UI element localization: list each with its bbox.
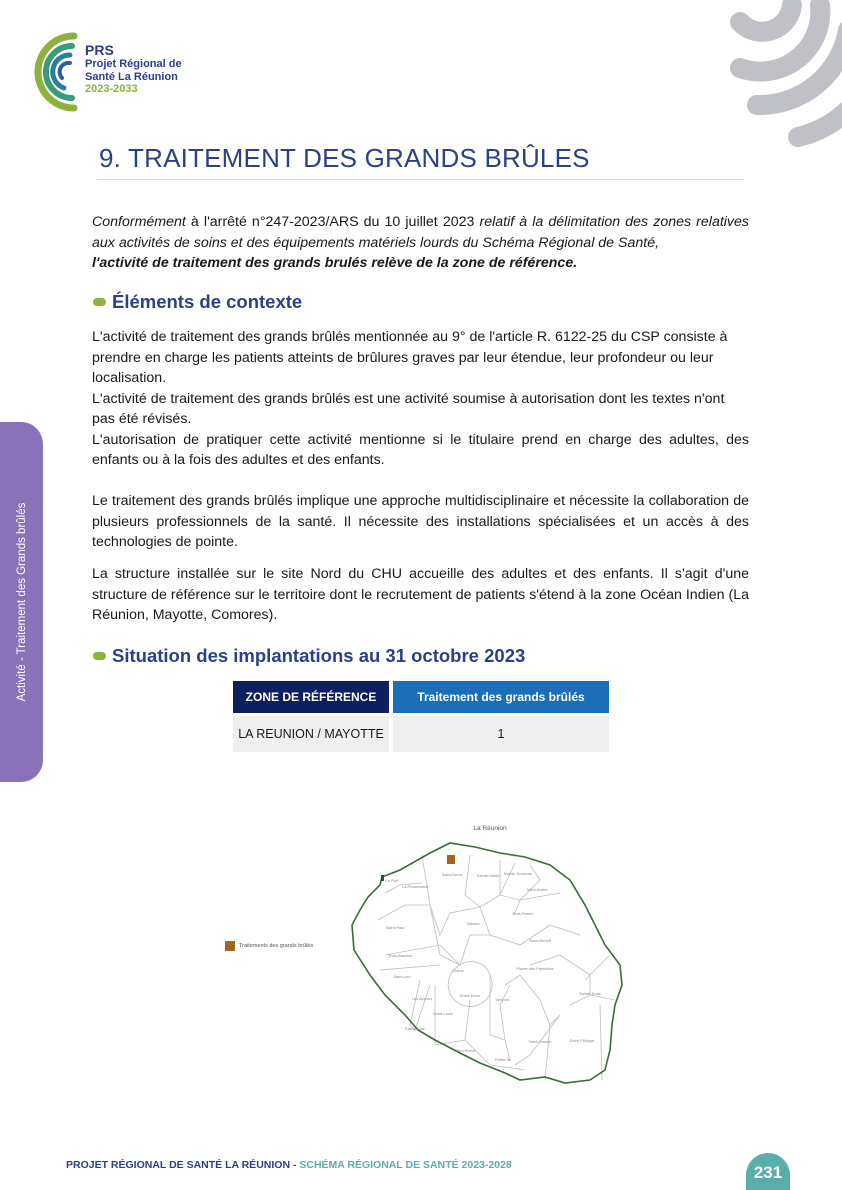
implantations-table: [229, 681, 613, 752]
page-title: 9. TRAITEMENT DES GRANDS BRÛLES: [99, 143, 590, 173]
legend-swatch-icon: [225, 941, 235, 951]
map-label: Cilaos: [452, 968, 464, 973]
map-label: Bras-Panon: [512, 911, 534, 916]
contexte-paragraph-5: La structure installée sur le site Nord du CHU accueille des adultes et des enfants. Il s'agit d'une structure de référence sur le territoire dont le recrutement de patients s'étend à la zone Océan Indien (La Réunion, Mayotte, Comores).: [92, 566, 749, 623]
map-label: Saint-Philippe: [569, 1038, 595, 1043]
bullet-icon: [93, 652, 106, 660]
prs-logo: [24, 30, 204, 112]
map-label: Saint-Paul: [385, 925, 405, 930]
map-label: Sainte-Rose: [578, 991, 602, 996]
contexte-paragraph-1: L'activité de traitement des grands brûlés mentionnée au 9° de l'article R. 6122-25 du CSP consiste à prendre en charge les patients atteints de brûlures graves par leur étendue, leur profondeur ou leur localisation.: [92, 329, 728, 386]
table-header-row: [233, 681, 609, 713]
section-heading-contexte: [93, 291, 302, 313]
map-legend: [225, 941, 313, 951]
site-marker-saint-denis: [447, 855, 455, 864]
intro-emphasis: l'activité de traitement des grands brulés relève de la zone de référence.: [92, 255, 578, 271]
map-label: Etang-Salé: [405, 1026, 425, 1031]
logo-years: 2023-2033: [85, 83, 138, 95]
map-label: Le Port: [385, 878, 399, 883]
section-heading-situation: [93, 645, 525, 667]
table-cell-count: 1: [393, 716, 609, 752]
logo-line-2: Santé La Réunion: [85, 70, 178, 83]
decorative-arcs-icon: [700, 0, 842, 160]
contexte-paragraph-3: L'autorisation de pratiquer cette activité mentionne si le titulaire prend en charge des adultes, des enfants ou à la fois des adultes et des enfants.: [92, 431, 749, 468]
legend-label: Traitements des grands brûlés: [239, 943, 314, 949]
map-label: Saint-Pierre: [454, 1048, 476, 1053]
section-heading-contexte-label: Éléments de contexte: [112, 291, 303, 312]
map-label: Saint-André: [526, 887, 548, 892]
map-label: Plaine des Palmistes: [516, 966, 554, 971]
intro-part-2: à l'arrêté n°247-2023/ARS du 10 juillet 2023: [185, 214, 480, 230]
prs-arcs-icon: [24, 30, 84, 112]
section-heading-situation-label: Situation des implantations au 31 octobre 2023: [112, 645, 526, 666]
contexte-paragraph-2: L'activité de traitement des grands brûlés est une activité soumise à autorisation dont les textes n'ont pas été révisés.: [92, 390, 725, 427]
map-label: La Possession: [401, 884, 429, 889]
map-label: Saint-Benoît: [528, 938, 552, 943]
map-label: Saint-Denis: [441, 872, 463, 877]
table-header-zone: ZONE DE RÉFÉRENCE: [233, 681, 389, 713]
footer-right: SCHÉMA RÉGIONAL DE SANTÉ 2023-2028: [299, 1159, 512, 1171]
map-label: Trois-Bassins: [387, 953, 413, 958]
map-label: Sainte-Suzanne: [503, 871, 533, 876]
table-cell-zone: LA REUNION / MAYOTTE: [233, 716, 389, 752]
table-header-activity: Traitement des grands brûlés: [393, 681, 609, 713]
map-label: Salazie: [466, 921, 480, 926]
map-label: Saint-Louis: [432, 1011, 454, 1016]
footer: [66, 1159, 512, 1171]
intro-paragraph: [92, 212, 749, 274]
map-label: Sainte-Marie: [476, 873, 500, 878]
le-port-marker: [381, 875, 384, 881]
table-row: [233, 716, 609, 752]
logo-acronym: PRS: [85, 42, 114, 58]
map-label: Tampon: [494, 997, 510, 1002]
map-label: Les Avirons: [411, 996, 433, 1001]
map-label: Saint-Leu: [393, 974, 411, 979]
logo-line-1: Projet Régional de: [85, 58, 182, 70]
map-label: Entre-Deux: [459, 993, 481, 998]
intro-part-1: Conformément: [92, 214, 186, 230]
bullet-icon: [93, 298, 106, 306]
contexte-paragraph-group: [92, 327, 749, 471]
page-number: 231: [746, 1153, 790, 1190]
map-label: Petite-Île: [495, 1057, 511, 1062]
map-label: Saint-Joseph: [528, 1039, 552, 1044]
title-divider: [97, 179, 744, 180]
contexte-paragraph-4: Le traitement des grands brûlés implique une approche multidisciplinaire et nécessite la collaboration de plusieurs professionnels de la santé. Il nécessite des installations spécialisées et un accès à des technologies de pointe.: [92, 493, 749, 550]
reunion-map-shape: [340, 825, 640, 1095]
intro-part-3: relatif à la délimitation des zones relatives aux activités de soins et des équipements matériels lourds du Schéma Régional de Santé,: [92, 214, 750, 251]
map-title: La Réunion: [473, 825, 507, 832]
footer-left: PROJET RÉGIONAL DE SANTÉ LA RÉUNION -: [66, 1159, 300, 1171]
reunion-map: [340, 825, 640, 1095]
side-tab-label: Activité - Traitement des Grands brûlés: [16, 502, 28, 702]
